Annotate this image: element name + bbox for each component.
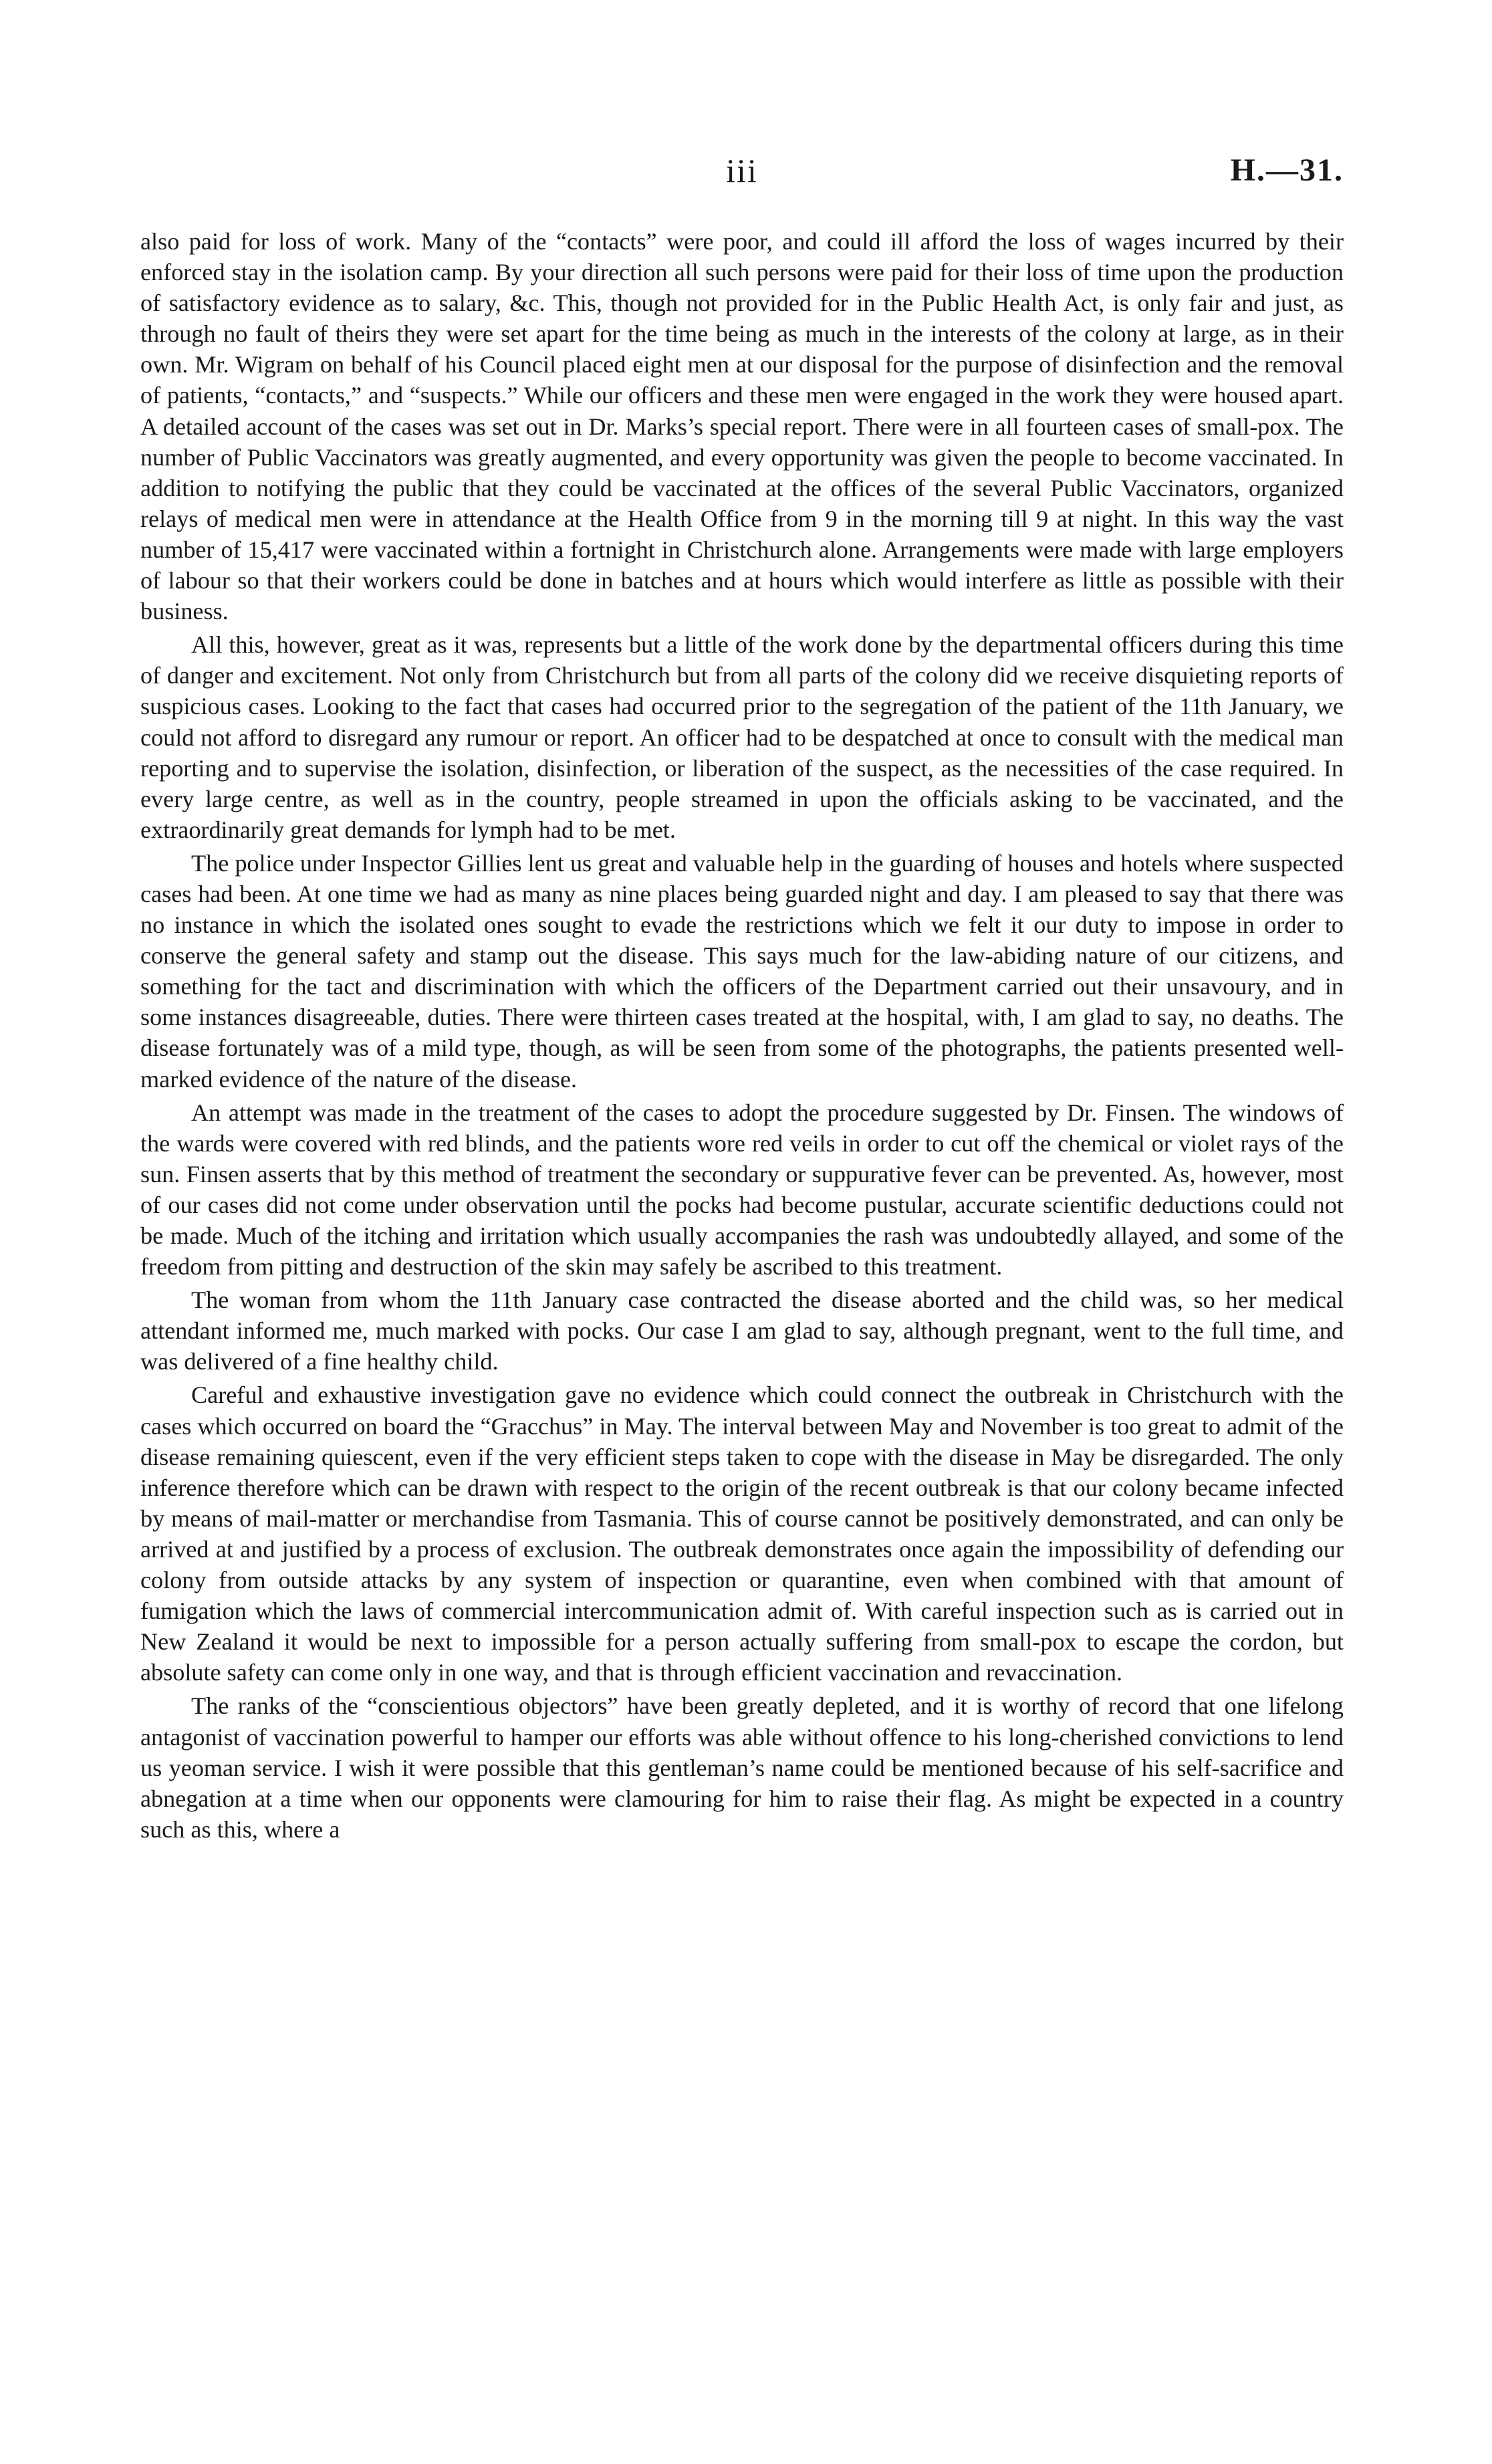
paragraph-4: An attempt was made in the treatment of the cases to adopt the procedure suggested by Dr. Finsen. The windows of the wards were covered with red blinds, and the patients wore red veils in order to cut off the chemical or violet rays of the sun. Finsen asserts that by this method of treatment the secondary or suppurative fever can be prevented. As, however, most of our cases did not come under observation until the pocks had become pustular, accurate scientific deductions could not be made. Much of the itching and irritation which usually accompanies the rash was undoubtedly allayed, and some of the freedom from pitting and destruction of the skin may safely be ascribed to this treatment. <box>140 1099 1344 1280</box>
page-number: iii <box>726 152 758 189</box>
paragraph-5: The woman from whom the 11th January case contracted the disease aborted and the child was, so her medical attendant informed me, much marked with pocks. Our case I am glad to say, although pregnant, went to the full time, and was delivered of a fine healthy child. <box>140 1286 1344 1375</box>
paragraph-7: The ranks of the “conscientious objectors” have been greatly depleted, and it is worthy of record that one lifelong antagonist of vaccination powerful to hamper our efforts was able without offence to his long-cherished convictions to lend us yeoman service. I wish it were possible that this gentleman’s name could be mentioned because of his self-sacrifice and abnegation at a time when our opponents were clamouring for him to raise their flag. As might be expected in a country such as this, where a <box>140 1692 1344 1843</box>
paragraph-2: All this, however, great as it was, represents but a little of the work done by the departmental officers during this time of danger and excitement. Not only from Christchurch but from all parts of the colony did we receive disquieting reports of suspicious cases. Looking to the fact that cases had occurred prior to the segregation of the patient of the 11th January, we could not afford to disregard any rumour or report. An officer had to be despatched at once to consult with the medical man reporting and to supervise the isolation, disinfection, or liberation of the suspect, as the necessities of the case required. In every large centre, as well as in the country, people streamed in upon the officials asking to be vaccinated, and the extraordinarily great demands for lymph had to be met. <box>140 631 1344 843</box>
paragraph-6: Careful and exhaustive investigation gave no evidence which could connect the outbreak in Christchurch with the cases which occurred on board the “Gracchus” in May. The interval between May and November is too great to admit of the disease remaining quiescent, even if the very efficient steps taken to cope with the disease in May be disregarded. The only inference therefore which can be drawn with respect to the origin of the recent outbreak is that our colony became infected by means of mail-matter or merchandise from Tasmania. This of course cannot be positively demonstrated, and can only be arrived at and justified by a process of exclusion. The outbreak demonstrates once again the impossibility of defending our colony from outside attacks by any system of inspection or quarantine, even when combined with that amount of fumigation which the laws of commercial intercommunication admit of. With careful inspection such as is carried out in New Zealand it would be next to impossible for a person actually suffering from small-pox to escape the cordon, but absolute safety can come only in one way, and that is through efficient vaccination and revaccination. <box>140 1381 1344 1686</box>
paragraph-3: The police under Inspector Gillies lent us great and valuable help in the guarding of houses and hotels where suspected cases had been. At one time we had as many as nine places being guarded night and day. I am pleased to say that there was no instance in which the isolated ones sought to evade the restrictions which we felt it our duty to impose in order to conserve the general safety and stamp out the disease. This says much for the law-abiding nature of our citizens, and something for the tact and discrimination with which the officers of the Department carried out their unsavoury, and in some instances disagreeable, duties. There were thirteen cases treated at the hospital, with, I am glad to say, no deaths. The disease fortunately was of a mild type, though, as will be seen from some of the photographs, the patients presented well-marked evidence of the nature of the disease. <box>140 849 1344 1093</box>
document-reference: H.—31. <box>1230 152 1344 188</box>
body-text <box>140 226 1344 1847</box>
paragraph-1: also paid for loss of work. Many of the “contacts” were poor, and could ill afford the loss of wages incurred by their enforced stay in the isolation camp. By your direction all such persons were paid for their loss of time upon the production of satisfactory evidence as to salary, &c. This, though not provided for in the Public Health Act, is only fair and just, as through no fault of theirs they were set apart for the time being as much in the interests of the colony at large, as in their own. Mr. Wigram on behalf of his Council placed eight men at our disposal for the purpose of disinfection and the removal of patients, “contacts,” and “suspects.” While our officers and these men were engaged in the work they were housed apart. A detailed account of the cases was set out in Dr. Marks’s special report. There were in all fourteen cases of small-pox. The number of Public Vaccinators was greatly augmented, and every opportunity was given the people to become vaccinated. In addition to notifying the public that they could be vaccinated at the offices of the several Public Vaccinators, organized relays of medical men were in attendance at the Health Office from 9 in the morning till 9 at night. In this way the vast number of 15,417 were vaccinated within a fortnight in Christchurch alone. Arrangements were made with large employers of labour so that their workers could be done in batches and at hours which would interfere as little as possible with their business. <box>140 228 1344 625</box>
page-header <box>140 150 1344 197</box>
